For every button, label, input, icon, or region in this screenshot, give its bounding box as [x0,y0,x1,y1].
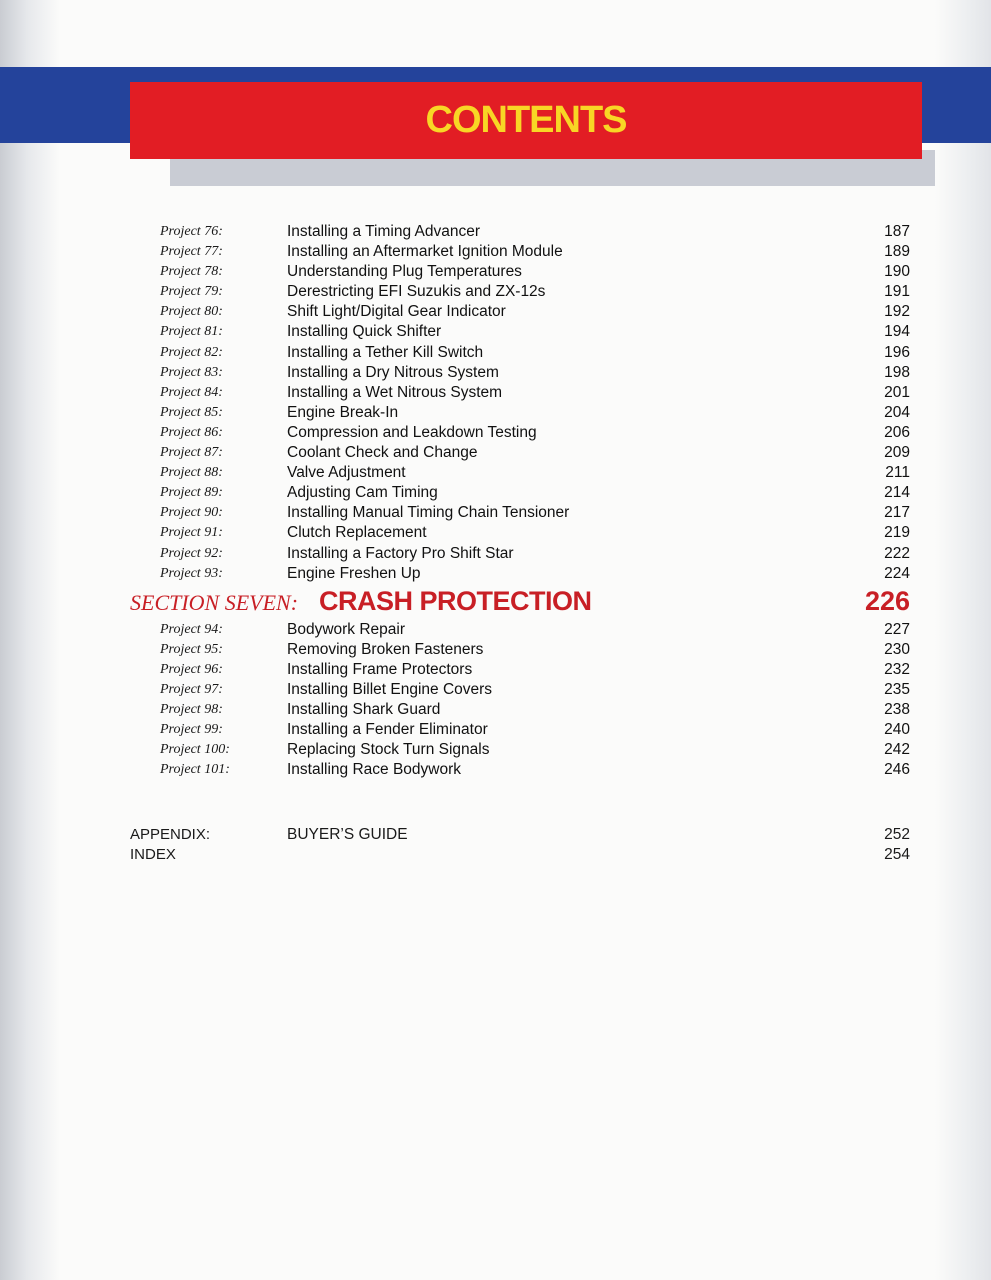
page-number: 252 [884,826,910,843]
entry-title: Installing Quick Shifter [287,323,442,341]
toc-entry [130,222,910,242]
entry-title: Replacing Stock Turn Signals [287,741,490,759]
entry-title: Installing Frame Protectors [287,660,473,678]
toc-entry [130,423,910,443]
section-heading [130,585,910,620]
toc-entry [130,403,910,423]
project-number: Project 99: [160,722,223,738]
back-matter-label: APPENDIX: [130,826,211,843]
entry-title: Clutch Replacement [287,524,427,542]
project-number: Project 81: [160,324,223,340]
project-number: Project 84: [160,384,223,400]
entry-title: Removing Broken Fasteners [287,640,484,658]
page-number: 214 [884,484,910,502]
toc-entry [130,483,910,503]
section-title: CRASH PROTECTION [319,585,592,616]
project-number: Project 92: [160,545,223,561]
toc-entry [130,242,910,262]
toc-entry [130,503,910,523]
project-number: Project 83: [160,364,223,380]
page-edge-shadow [935,0,991,1280]
page-number: 235 [884,680,910,698]
toc-entry [130,463,910,483]
page-number: 227 [884,620,910,638]
page-number: 192 [884,303,910,321]
toc-entry [130,620,910,640]
page-number: 189 [884,243,910,261]
page-number: 194 [884,323,910,341]
page-number: 224 [884,564,910,582]
toc-entry [130,700,910,720]
project-number: Project 79: [160,284,223,300]
toc-entry [130,322,910,342]
project-number: Project 82: [160,344,223,360]
section-label: SECTION SEVEN: [130,589,299,615]
back-matter-title: BUYER’S GUIDE [287,826,408,843]
toc-entry [130,363,910,383]
entry-title: Installing Shark Guard [287,701,441,719]
page-number: 209 [884,444,910,462]
entry-title: Installing a Factory Pro Shift Star [287,544,514,562]
entry-title: Engine Break-In [287,403,399,421]
toc-entry [130,302,910,322]
project-number: Project 88: [160,465,223,481]
page-number: 242 [884,741,910,759]
entry-title: Shift Light/Digital Gear Indicator [287,303,506,321]
entry-title: Installing Manual Timing Chain Tensioner [287,504,570,522]
toc-entry [130,680,910,700]
toc-entry [130,720,910,740]
page-number: 240 [884,721,910,739]
toc-entry [130,343,910,363]
page-number: 204 [884,403,910,421]
entry-title: Installing Billet Engine Covers [287,680,493,698]
page-number: 219 [884,524,910,542]
entry-title: Bodywork Repair [287,620,406,638]
entry-title: Installing a Fender Eliminator [287,721,488,739]
entry-title: Compression and Leakdown Testing [287,423,537,441]
toc-entry [130,282,910,302]
table-of-contents [130,222,910,780]
project-list-upper [130,222,910,584]
back-matter-label: INDEX [130,846,176,864]
toc-entry [130,523,910,543]
project-number: Project 80: [160,304,223,320]
section-page-number: 226 [864,585,910,616]
page-number: 187 [884,223,910,240]
toc-entry [130,383,910,403]
project-number: Project 87: [160,445,223,461]
toc-entry [130,760,910,780]
page-number: 246 [884,761,910,779]
toc-entry [130,740,910,760]
page-number: 230 [884,640,910,658]
project-number: Project 101: [160,762,230,778]
entry-title: Installing a Dry Nitrous System [287,363,499,381]
entry-title: Derestricting EFI Suzukis and ZX-12s [287,283,546,301]
project-number: Project 95: [160,641,223,657]
project-number: Project 91: [160,525,223,541]
project-number: Project 78: [160,264,223,280]
project-number: Project 94: [160,621,223,637]
page-title: CONTENTS [425,99,627,141]
entry-title: Engine Freshen Up [287,564,421,582]
page-number: 222 [884,544,910,562]
project-number: Project 97: [160,681,223,697]
entry-title: Coolant Check and Change [287,444,478,462]
toc-entry [130,564,910,584]
page-number: 198 [884,363,910,381]
project-number: Project 76: [160,224,223,239]
page-number: 254 [884,846,910,864]
project-number: Project 90: [160,505,223,521]
entry-title: Installing an Aftermarket Ignition Module [287,243,563,261]
project-number: Project 100: [160,742,230,758]
project-number: Project 98: [160,702,223,718]
back-matter-list [130,825,910,865]
page-number: 211 [885,464,910,482]
toc-entry [130,660,910,680]
project-number: Project 96: [160,661,223,677]
page-number: 206 [884,423,910,441]
back-matter-entry [130,845,910,865]
project-number: Project 77: [160,244,223,260]
project-number: Project 89: [160,485,223,501]
entry-title: Installing a Tether Kill Switch [287,343,484,361]
entry-title: Installing a Wet Nitrous System [287,383,503,401]
entry-title: Adjusting Cam Timing [287,484,438,502]
page-number: 190 [884,263,910,281]
entry-title: Understanding Plug Temperatures [287,263,522,281]
page-number: 191 [884,283,910,301]
toc-entry [130,262,910,282]
project-number: Project 86: [160,424,223,440]
entry-title: Installing a Timing Advancer [287,223,480,240]
page-binding-shadow [0,0,60,1280]
project-number: Project 93: [160,565,223,581]
project-number: Project 85: [160,404,223,420]
header-banner [130,82,922,159]
page-number: 196 [884,343,910,361]
project-list-lower [130,620,910,781]
page-number: 201 [884,383,910,401]
page-number: 238 [884,701,910,719]
entry-title: Installing Race Bodywork [287,761,462,779]
page-number: 232 [884,660,910,678]
toc-entry [130,443,910,463]
entry-title: Valve Adjustment [287,464,406,482]
toc-entry [130,640,910,660]
page-number: 217 [884,504,910,522]
toc-entry [130,544,910,564]
back-matter-entry [130,825,910,845]
